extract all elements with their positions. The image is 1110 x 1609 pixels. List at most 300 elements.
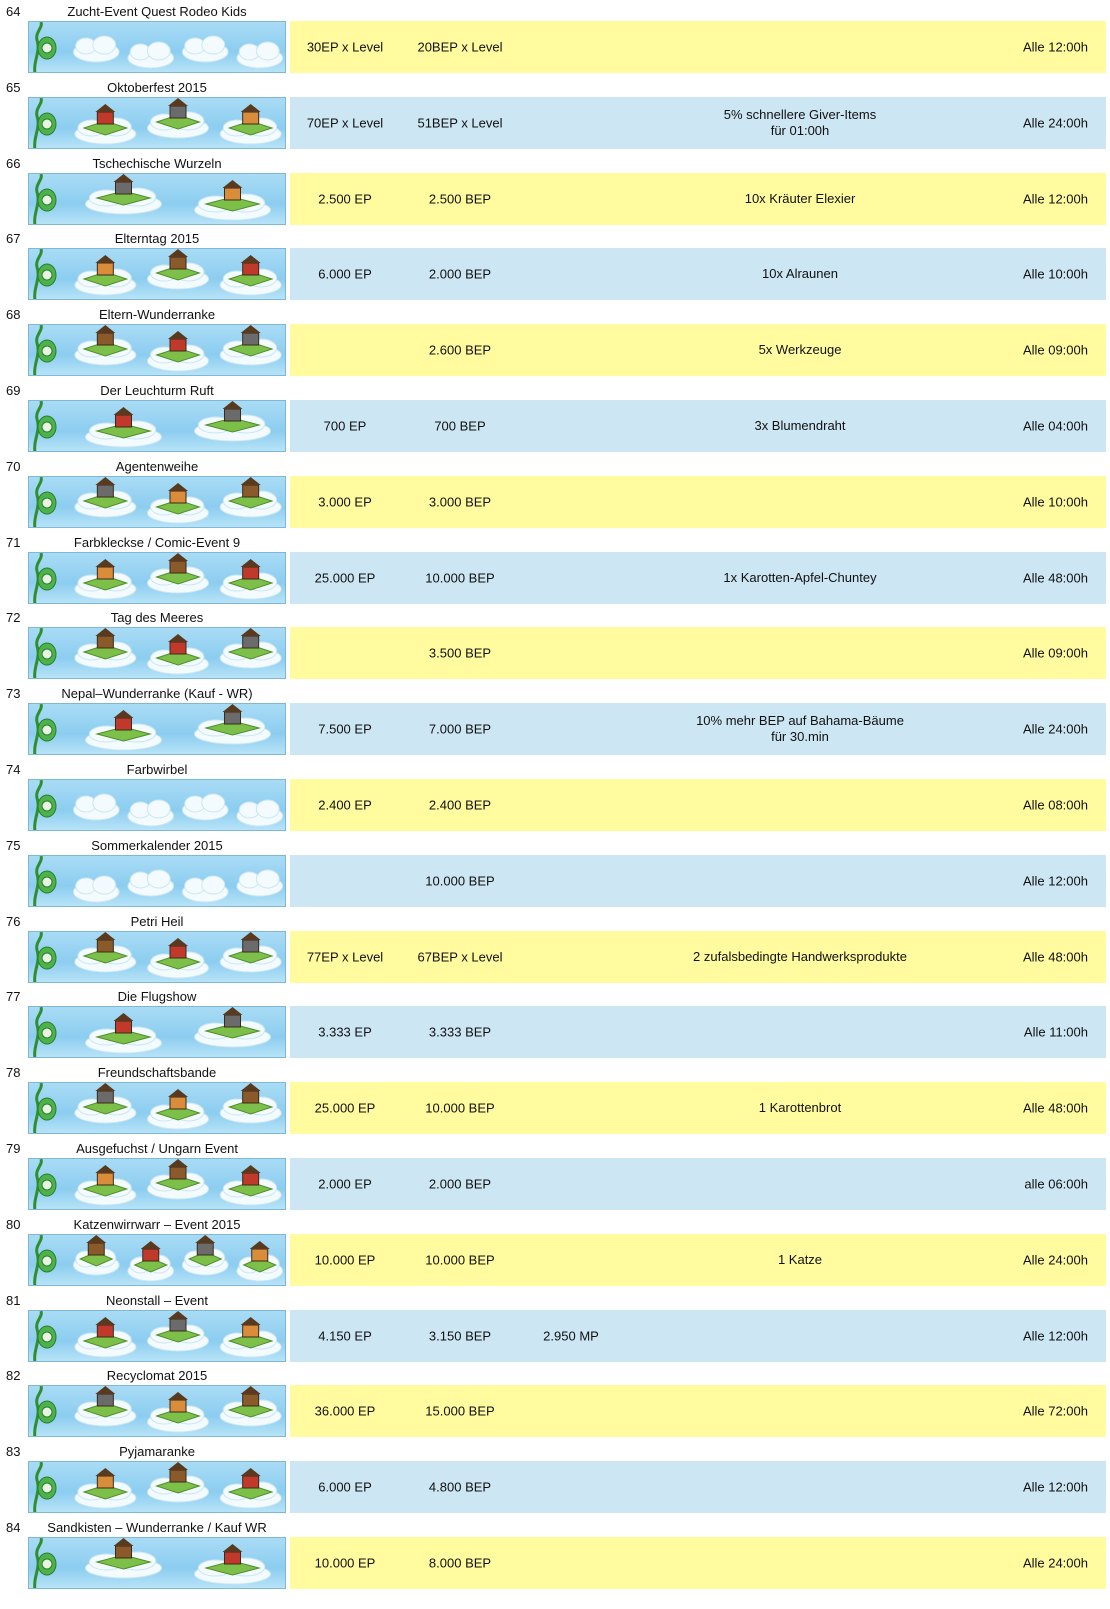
bep-value: 2.400 BEP — [428, 797, 492, 813]
bep-value: 10.000 BEP — [425, 1252, 495, 1268]
event-row — [0, 156, 1110, 225]
roof-icon — [168, 331, 188, 339]
building-icon — [243, 1476, 259, 1488]
interval-value: Alle 12:00h — [1022, 1479, 1088, 1495]
plant-badge-icon — [42, 1332, 52, 1342]
thumbnail-art — [29, 174, 286, 225]
reward-band — [290, 931, 1106, 983]
event-number: 75 — [6, 838, 21, 853]
event-row — [0, 307, 1110, 376]
roof-icon — [95, 477, 115, 485]
building-icon — [225, 1552, 241, 1564]
event-row — [0, 383, 1110, 452]
roof-icon — [168, 249, 188, 257]
cloud-icon — [202, 876, 225, 894]
reward-band — [290, 476, 1106, 528]
reward-band — [290, 703, 1106, 755]
interval-value: Alle 12:00h — [1022, 1328, 1088, 1344]
event-thumbnail — [28, 1006, 286, 1058]
roof-icon — [141, 1241, 161, 1249]
bonus-line-1: 1x Karotten-Apfel-Chuntey — [723, 570, 877, 585]
interval-value: Alle 09:00h — [1022, 342, 1088, 358]
interval-value: Alle 11:00h — [1023, 1024, 1088, 1040]
thumbnail-art — [29, 1462, 286, 1513]
event-row — [0, 1368, 1110, 1437]
building-icon — [170, 1167, 186, 1179]
bonus-line-1: 5x Werkzeuge — [758, 342, 842, 357]
building-icon — [243, 333, 259, 345]
building-icon — [97, 1476, 113, 1488]
roof-icon — [114, 407, 134, 415]
roof-icon — [241, 255, 261, 263]
event-row — [0, 1217, 1110, 1286]
thumbnail-art — [29, 704, 286, 755]
plant-badge-icon — [42, 1180, 52, 1190]
bonus-line-1: 1 Karottenbrot — [758, 1100, 842, 1115]
plant-badge-icon — [42, 725, 52, 735]
cloud-icon — [147, 42, 170, 60]
event-number: 76 — [6, 914, 21, 929]
roof-icon — [241, 477, 261, 485]
thumbnail-art — [29, 1386, 286, 1437]
plant-badge-icon — [42, 270, 52, 280]
cloud-icon — [93, 36, 116, 54]
cloud-icon — [256, 800, 279, 818]
plant-badge-icon — [42, 1407, 52, 1417]
interval-value: Alle 12:00h — [1022, 873, 1088, 889]
event-thumbnail — [28, 1310, 286, 1362]
roof-icon — [114, 1538, 134, 1546]
roof-icon — [114, 710, 134, 718]
event-number: 78 — [6, 1065, 21, 1080]
thumbnail-art — [29, 1159, 286, 1210]
plant-badge-icon — [42, 801, 52, 811]
ep-value: 70EP x Level — [306, 115, 384, 131]
event-row — [0, 914, 1110, 983]
ep-value: 6.000 EP — [318, 1479, 372, 1495]
roof-icon — [241, 932, 261, 940]
event-thumbnail — [28, 1082, 286, 1134]
roof-icon — [241, 559, 261, 567]
building-icon — [116, 1546, 132, 1558]
event-title: Neonstall – Event — [106, 1293, 208, 1308]
event-number: 79 — [6, 1141, 21, 1156]
thumbnail-art — [29, 628, 286, 679]
plant-badge-icon — [42, 574, 52, 584]
roof-icon — [168, 1462, 188, 1470]
thumbnail-art — [29, 1311, 286, 1362]
ep-value: 3.333 EP — [318, 1024, 372, 1040]
roof-icon — [95, 1165, 115, 1173]
building-icon — [170, 561, 186, 573]
reward-band — [290, 324, 1106, 376]
ep-value: 25.000 EP — [314, 570, 376, 586]
ep-value: 25.000 EP — [314, 1100, 376, 1116]
event-row — [0, 1520, 1110, 1589]
event-thumbnail — [28, 855, 286, 907]
thumbnail-art — [29, 780, 286, 831]
roof-icon — [241, 325, 261, 333]
building-icon — [170, 1400, 186, 1412]
event-row — [0, 762, 1110, 831]
bonus-text — [620, 418, 980, 434]
bep-value: 10.000 BEP — [425, 873, 495, 889]
event-number: 69 — [6, 383, 21, 398]
building-icon — [243, 940, 259, 952]
interval-value: Alle 24:00h — [1022, 721, 1088, 737]
roof-icon — [223, 704, 243, 712]
plant-badge-icon — [42, 877, 52, 887]
interval-value: Alle 10:00h — [1022, 494, 1088, 510]
event-number: 82 — [6, 1368, 21, 1383]
building-icon — [243, 636, 259, 648]
plant-badge-icon — [42, 422, 52, 432]
building-icon — [197, 1243, 213, 1255]
bonus-text — [620, 191, 980, 207]
building-icon — [243, 1091, 259, 1103]
building-icon — [97, 263, 113, 275]
event-title: Tag des Meeres — [110, 610, 204, 625]
interval-value: Alle 10:00h — [1022, 266, 1088, 282]
roof-icon — [250, 1241, 270, 1249]
bonus-line-2: für 01:00h — [770, 123, 830, 138]
building-icon — [170, 491, 186, 503]
event-thumbnail — [28, 1158, 286, 1210]
reward-band — [290, 400, 1106, 452]
bonus-line-1: 2 zufalsbedingte Handwerksprodukte — [693, 949, 907, 964]
bep-value: 10.000 BEP — [425, 1100, 495, 1116]
event-thumbnail — [28, 1234, 286, 1286]
reward-band — [290, 1461, 1106, 1513]
roof-icon — [168, 1311, 188, 1319]
building-icon — [225, 712, 241, 724]
bep-value: 2.000 BEP — [428, 1176, 492, 1192]
bonus-text — [620, 342, 980, 358]
building-icon — [170, 257, 186, 269]
building-icon — [225, 188, 241, 200]
bonus-line-1: 10% mehr BEP auf Bahama-Bäume — [696, 713, 904, 728]
event-row — [0, 459, 1110, 528]
building-icon — [97, 1173, 113, 1185]
ep-value: 7.500 EP — [318, 721, 372, 737]
event-number: 65 — [6, 80, 21, 95]
building-icon — [243, 485, 259, 497]
event-number: 81 — [6, 1293, 21, 1308]
event-title: Elterntag 2015 — [114, 231, 200, 246]
reward-band — [290, 855, 1106, 907]
event-number: 66 — [6, 156, 21, 171]
event-row — [0, 989, 1110, 1058]
event-thumbnail — [28, 1537, 286, 1589]
plant-badge-icon — [42, 43, 52, 53]
event-row — [0, 838, 1110, 907]
mp-value: 2.950 MP — [543, 1328, 599, 1344]
reward-band — [290, 1234, 1106, 1286]
building-icon — [243, 1173, 259, 1185]
event-thumbnail — [28, 552, 286, 604]
roof-icon — [168, 98, 188, 106]
reward-band — [290, 97, 1106, 149]
plant-badge-icon — [42, 1559, 52, 1569]
building-icon — [97, 1325, 113, 1337]
event-title: Farbkleckse / Comic-Event 9 — [73, 535, 241, 550]
building-icon — [97, 1394, 113, 1406]
plant-badge-icon — [42, 1104, 52, 1114]
bep-value: 4.800 BEP — [428, 1479, 492, 1495]
reward-band — [290, 1158, 1106, 1210]
interval-value: Alle 24:00h — [1022, 1252, 1088, 1268]
reward-band — [290, 173, 1106, 225]
building-icon — [170, 1319, 186, 1331]
event-thumbnail — [28, 97, 286, 149]
roof-icon — [241, 1083, 261, 1091]
event-title: Petri Heil — [130, 914, 184, 929]
thumbnail-art — [29, 1007, 286, 1058]
roof-icon — [95, 104, 115, 112]
building-icon — [170, 1097, 186, 1109]
plant-badge-icon — [42, 195, 52, 205]
event-title: Die Flugshow — [117, 989, 197, 1004]
bep-value: 2.600 BEP — [428, 342, 492, 358]
roof-icon — [223, 180, 243, 188]
ep-value: 4.150 EP — [318, 1328, 372, 1344]
event-row — [0, 535, 1110, 604]
building-icon — [252, 1249, 268, 1261]
thumbnail-art — [29, 1083, 286, 1134]
roof-icon — [168, 483, 188, 491]
bep-value: 3.333 BEP — [428, 1024, 492, 1040]
building-icon — [116, 415, 132, 427]
plant-badge-icon — [42, 1483, 52, 1493]
thumbnail-art — [29, 1235, 286, 1286]
roof-icon — [241, 1165, 261, 1173]
event-thumbnail — [28, 248, 286, 300]
bep-value: 51BEP x Level — [417, 115, 503, 131]
building-icon — [170, 946, 186, 958]
roof-icon — [168, 938, 188, 946]
thumbnail-art — [29, 98, 286, 149]
building-icon — [170, 339, 186, 351]
interval-value: Alle 48:00h — [1022, 949, 1088, 965]
event-thumbnail — [28, 21, 286, 73]
interval-value: Alle 08:00h — [1022, 797, 1088, 813]
reward-band — [290, 1310, 1106, 1362]
thumbnail-art — [29, 477, 286, 528]
roof-icon — [168, 553, 188, 561]
event-title: Recyclomat 2015 — [106, 1368, 208, 1383]
interval-value: Alle 04:00h — [1022, 418, 1088, 434]
event-row — [0, 4, 1110, 73]
thumbnail-art — [29, 401, 286, 452]
event-thumbnail — [28, 779, 286, 831]
bonus-text — [620, 266, 980, 282]
bonus-line-1: 10x Kräuter Elexier — [744, 191, 856, 206]
building-icon — [170, 106, 186, 118]
roof-icon — [86, 1235, 106, 1243]
bonus-text — [620, 1100, 980, 1116]
bep-value: 15.000 BEP — [425, 1403, 495, 1419]
building-icon — [116, 182, 132, 194]
plant-badge-icon — [42, 119, 52, 129]
ep-value: 2.400 EP — [318, 797, 372, 813]
roof-icon — [241, 1386, 261, 1394]
building-icon — [225, 1015, 241, 1027]
building-icon — [225, 409, 241, 421]
roof-icon — [241, 1317, 261, 1325]
thumbnail-art — [29, 553, 286, 604]
interval-value: Alle 24:00h — [1022, 115, 1088, 131]
building-icon — [97, 112, 113, 124]
event-title: Ausgefuchst / Ungarn Event — [76, 1141, 238, 1156]
interval-value: Alle 24:00h — [1022, 1555, 1088, 1571]
reward-band — [290, 1006, 1106, 1058]
event-number: 80 — [6, 1217, 21, 1232]
thumbnail-art — [29, 932, 286, 983]
event-title: Sommerkalender 2015 — [91, 838, 223, 853]
event-thumbnail — [28, 476, 286, 528]
cloud-icon — [147, 800, 170, 818]
building-icon — [243, 567, 259, 579]
event-title: Tschechische Wurzeln — [92, 156, 222, 171]
thumbnail-art — [29, 22, 286, 73]
roof-icon — [114, 174, 134, 182]
bep-value: 3.000 BEP — [428, 494, 492, 510]
event-row — [0, 1444, 1110, 1513]
thumbnail-art — [29, 856, 286, 907]
roof-icon — [241, 104, 261, 112]
building-icon — [88, 1243, 104, 1255]
event-title: Zucht-Event Quest Rodeo Kids — [67, 4, 247, 19]
reward-band — [290, 1537, 1106, 1589]
event-number: 72 — [6, 610, 21, 625]
event-number: 73 — [6, 686, 21, 701]
plant-badge-icon — [42, 1028, 52, 1038]
building-icon — [170, 1470, 186, 1482]
cloud-icon — [202, 36, 225, 54]
event-row — [0, 610, 1110, 679]
event-number: 68 — [6, 307, 21, 322]
reward-band — [290, 779, 1106, 831]
roof-icon — [168, 634, 188, 642]
event-row — [0, 686, 1110, 755]
cloud-icon — [93, 794, 116, 812]
event-row — [0, 1293, 1110, 1362]
ep-value: 700 EP — [323, 418, 367, 434]
event-title: Sandkisten – Wunderranke / Kauf WR — [47, 1520, 267, 1535]
bep-value: 3.500 BEP — [428, 645, 492, 661]
building-icon — [116, 718, 132, 730]
bonus-line-1: 1 Katze — [777, 1252, 823, 1267]
bonus-text — [620, 713, 980, 745]
bep-value: 2.000 BEP — [428, 266, 492, 282]
event-thumbnail — [28, 931, 286, 983]
bonus-text — [620, 107, 980, 139]
event-thumbnail — [28, 627, 286, 679]
bep-value: 700 BEP — [434, 418, 486, 434]
event-title: Eltern-Wunderranke — [98, 307, 216, 322]
interval-value: Alle 72:00h — [1022, 1403, 1088, 1419]
cloud-icon — [256, 42, 279, 60]
reward-band — [290, 627, 1106, 679]
event-number: 71 — [6, 535, 21, 550]
bep-value: 10.000 BEP — [425, 570, 495, 586]
roof-icon — [95, 325, 115, 333]
bonus-text — [620, 949, 980, 965]
interval-value: alle 06:00h — [1024, 1176, 1088, 1192]
reward-band — [290, 1385, 1106, 1437]
building-icon — [243, 263, 259, 275]
event-number: 74 — [6, 762, 21, 777]
ep-value: 30EP x Level — [306, 39, 384, 55]
bonus-text — [620, 570, 980, 586]
event-thumbnail — [28, 324, 286, 376]
reward-band — [290, 248, 1106, 300]
plant-badge-icon — [42, 498, 52, 508]
bep-value: 3.150 BEP — [428, 1328, 492, 1344]
ep-value: 10.000 EP — [314, 1555, 376, 1571]
roof-icon — [95, 1317, 115, 1325]
roof-icon — [95, 932, 115, 940]
reward-band — [290, 1082, 1106, 1134]
bonus-line-1: 5% schnellere Giver-Items — [723, 107, 877, 122]
roof-icon — [95, 1386, 115, 1394]
roof-icon — [168, 1392, 188, 1400]
roof-icon — [114, 1013, 134, 1021]
plant-badge-icon — [42, 649, 52, 659]
plant-badge-icon — [42, 346, 52, 356]
event-title: Farbwirbel — [126, 762, 188, 777]
building-icon — [97, 485, 113, 497]
event-row — [0, 231, 1110, 300]
interval-value: Alle 48:00h — [1022, 1100, 1088, 1116]
event-thumbnail — [28, 703, 286, 755]
event-row — [0, 1141, 1110, 1210]
reward-band — [290, 21, 1106, 73]
building-icon — [243, 1394, 259, 1406]
cloud-icon — [93, 876, 116, 894]
cloud-icon — [147, 870, 170, 888]
roof-icon — [195, 1235, 215, 1243]
roof-icon — [223, 1544, 243, 1552]
ep-value: 3.000 EP — [318, 494, 372, 510]
roof-icon — [95, 1083, 115, 1091]
building-icon — [97, 333, 113, 345]
ep-value: 2.500 EP — [318, 191, 372, 207]
thumbnail-art — [29, 1538, 286, 1589]
bep-value: 7.000 BEP — [428, 721, 492, 737]
interval-value: Alle 48:00h — [1022, 570, 1088, 586]
event-row — [0, 1065, 1110, 1134]
building-icon — [116, 1021, 132, 1033]
bep-value: 2.500 BEP — [428, 191, 492, 207]
bonus-line-1: 10x Alraunen — [762, 266, 838, 281]
event-number: 83 — [6, 1444, 21, 1459]
event-thumbnail — [28, 1385, 286, 1437]
building-icon — [170, 642, 186, 654]
roof-icon — [168, 1159, 188, 1167]
interval-value: Alle 09:00h — [1022, 645, 1088, 661]
ep-value: 10.000 EP — [314, 1252, 376, 1268]
bep-value: 8.000 BEP — [428, 1555, 492, 1571]
roof-icon — [95, 628, 115, 636]
building-icon — [97, 567, 113, 579]
plant-badge-icon — [42, 953, 52, 963]
event-number: 64 — [6, 4, 21, 19]
bep-value: 67BEP x Level — [417, 949, 503, 965]
interval-value: Alle 12:00h — [1022, 191, 1088, 207]
bonus-text — [620, 1252, 980, 1268]
event-title: Agentenweihe — [115, 459, 199, 474]
